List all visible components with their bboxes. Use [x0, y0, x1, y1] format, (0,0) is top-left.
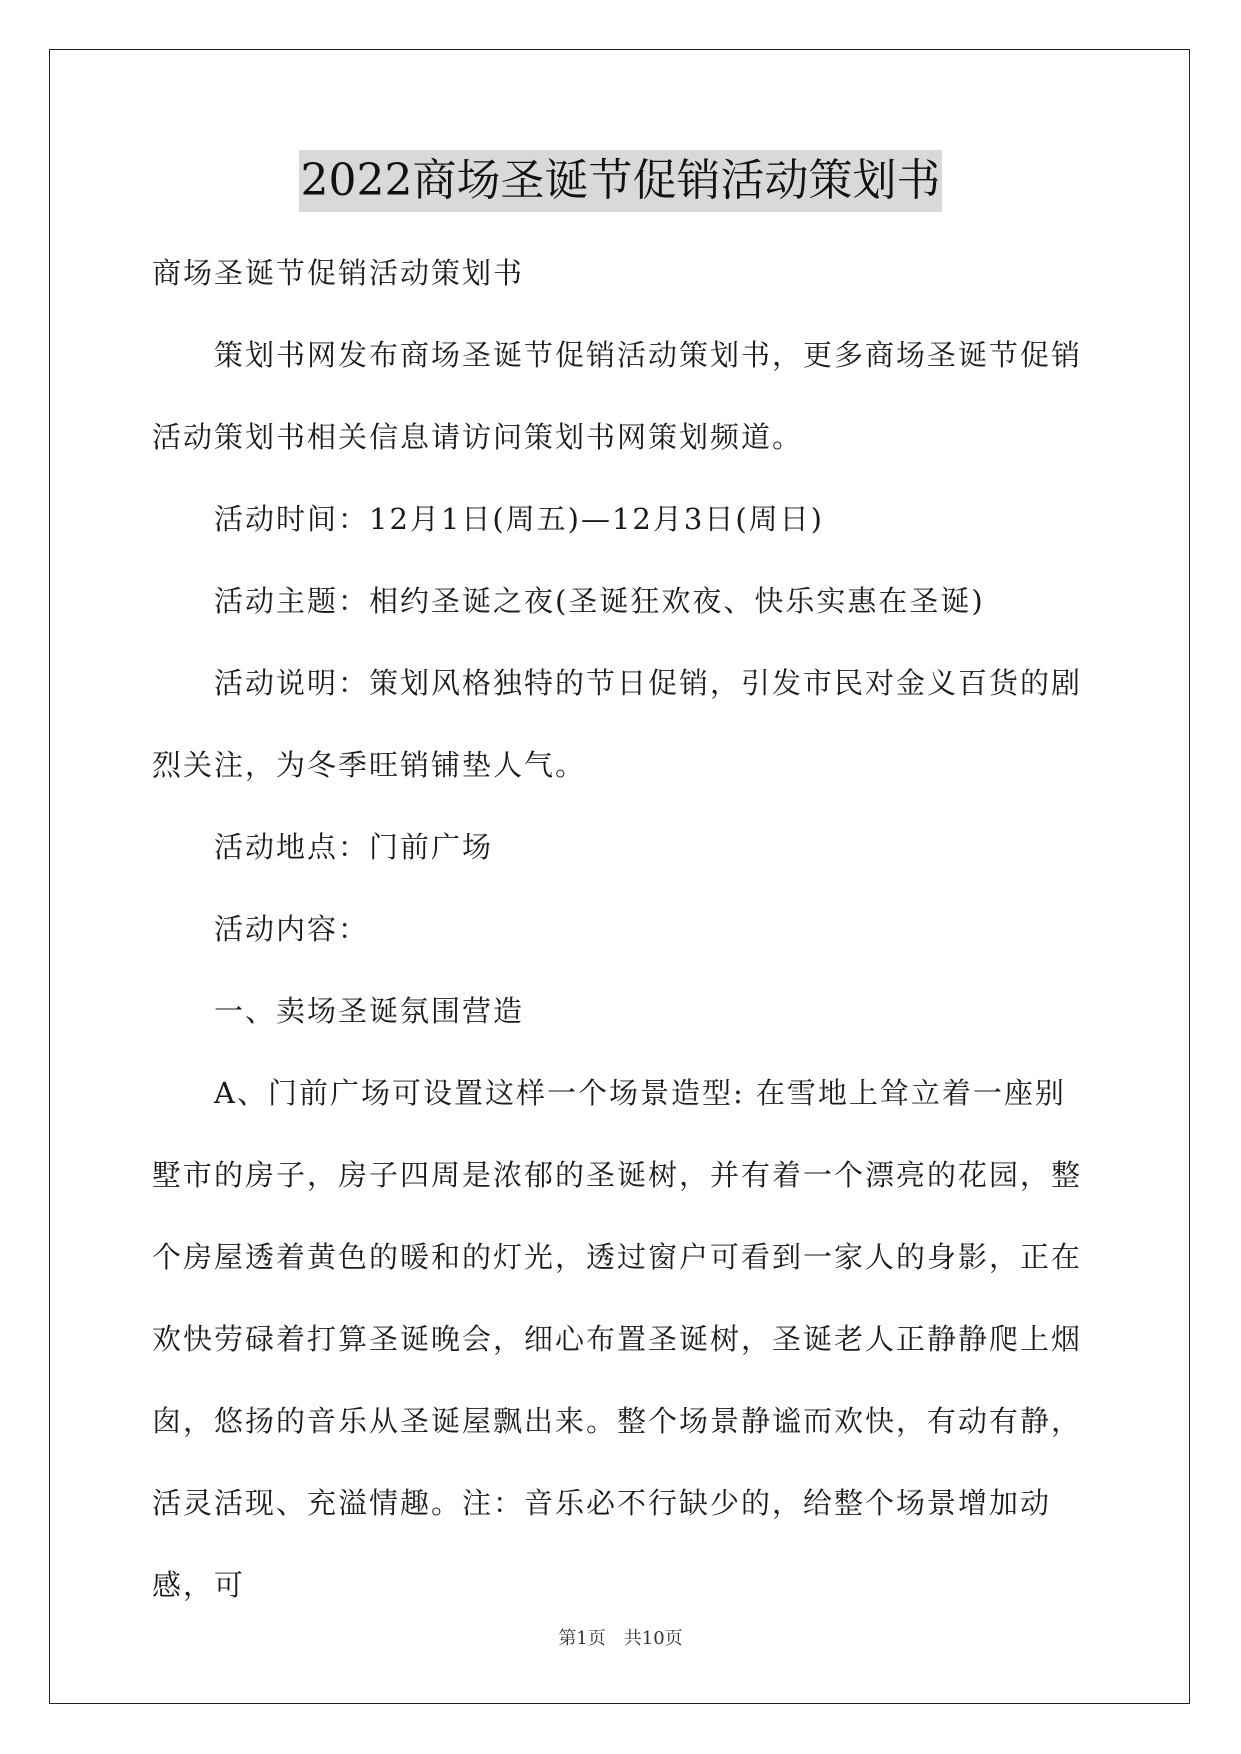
title-wrap — [0, 150, 1241, 212]
page-title: 2022商场圣诞节促销活动策划书 — [299, 150, 943, 212]
page-number: 第1页 — [558, 1628, 606, 1649]
paragraph-section-a: A、门前广场可设置这样一个场景造型: 在雪地上耸立着一座别墅市的房子，房子四周是浓郁的圣诞树，并有着一个漂亮的花园，整个房屋透着黄色的暖和的灯光，透过窗户可看到一家人的身影，正在欢快劳碌着打算圣诞晚会，细心布置圣诞树，圣诞老人正静静爬上烟囱，悠扬的音乐从圣诞屋飘出来。整个场景静谧而欢快，有动有静，活灵活现、充溢情趣。注：音乐必不行缺少的，给整个场景增加动感，可 — [152, 1076, 1083, 1602]
paragraph-activity-description: 活动说明：策划风格独特的节日促销，引发市民对金义百货的剧烈关注，为冬季旺销铺垫人气。 — [152, 666, 1083, 782]
page-total: 共10页 — [623, 1628, 683, 1649]
section-heading-1: 一、卖场圣诞氛围营造 — [214, 994, 525, 1028]
paragraph-activity-content: 活动内容： — [214, 912, 370, 946]
paragraph-activity-location: 活动地点：门前广场 — [214, 830, 494, 864]
page-footer — [0, 1624, 1241, 1650]
paragraph-activity-theme: 活动主题：相约圣诞之夜(圣诞狂欢夜、快乐实惠在圣诞) — [214, 584, 985, 618]
paragraph-activity-time: 活动时间：12月1日(周五)—12月3日(周日) — [214, 502, 824, 536]
paragraph-intro: 策划书网发布商场圣诞节促销活动策划书，更多商场圣诞节促销活动策划书相关信息请访问策划书网策划频道。 — [152, 338, 1083, 454]
paragraph-subtitle: 商场圣诞节促销活动策划书 — [152, 256, 525, 290]
document-body — [152, 232, 1092, 1626]
